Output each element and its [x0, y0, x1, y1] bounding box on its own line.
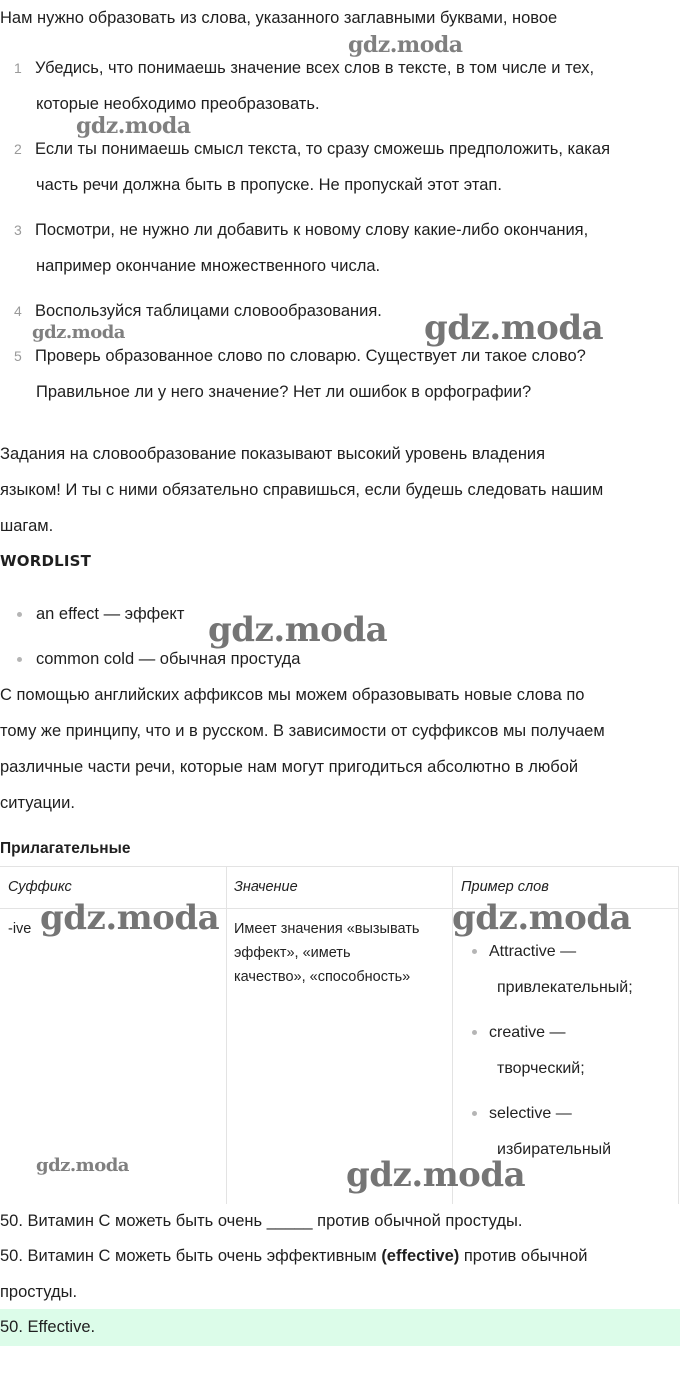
step-number: 2 — [14, 141, 22, 157]
watermark: gdz.moda — [348, 32, 463, 58]
table-header-examples: Пример слов — [461, 879, 549, 895]
table-header-meaning: Значение — [234, 879, 298, 895]
step-3 — [14, 212, 588, 248]
watermark: gdz.moda — [36, 1155, 129, 1176]
example-item: selective — — [472, 1096, 572, 1132]
answer-highlight — [0, 1309, 680, 1346]
meaning-line: качество», «способность» — [234, 969, 411, 985]
paragraph-line: С помощью английских аффиксов мы можем образовывать новые слова по — [0, 686, 585, 704]
example-item-translation: избирательный — [497, 1141, 612, 1158]
bullet-icon — [472, 949, 477, 954]
wordlist-item-text: common cold — обычная простуда — [36, 650, 301, 668]
exercise-filled-line-2: простуды. — [0, 1283, 78, 1301]
intro-text: Нам нужно образовать из слова, указанного заглавными буквами, новое — [0, 9, 558, 27]
watermark: gdz.moda — [346, 1155, 526, 1195]
exercise-question: 50. Витамин С можеть быть очень _____ против обычной простуды. — [0, 1212, 523, 1230]
step-1-line-2: которые необходимо преобразовать. — [36, 95, 320, 113]
exercise-key-word: (effective) — [381, 1247, 460, 1265]
table-cell-meaning — [234, 917, 419, 989]
wordlist-heading: WORDLIST — [0, 552, 92, 570]
example-item: creative — — [472, 1015, 565, 1051]
adjectives-heading: Прилагательные — [0, 840, 131, 857]
bullet-icon — [472, 1030, 477, 1035]
table-header-suffix: Суффикс — [8, 879, 72, 895]
example-item-translation: творческий; — [497, 1060, 585, 1077]
paragraph-line: языком! И ты с ними обязательно справишься, если будешь следовать нашим — [0, 481, 604, 499]
step-number: 1 — [14, 60, 22, 76]
exercise-filled: 50. Витамин С можеть быть очень эффективным (effective) против обычной — [0, 1247, 588, 1265]
meaning-line: эффект», «иметь — [234, 945, 351, 961]
paragraph-line: различные части речи, которые нам могут пригодиться абсолютно в любой — [0, 758, 579, 776]
step-2-line-2: часть речи должна быть в пропуске. Не пропускай этот этап. — [36, 176, 502, 194]
step-text: Проверь образованное слово по словарю. Существует ли такое слово? — [35, 347, 586, 365]
watermark: gdz.moda — [424, 308, 604, 348]
paragraph-line: тому же принципу, что и в русском. В зависимости от суффиксов мы получаем — [0, 722, 605, 740]
paragraph-line: шагам. — [0, 517, 54, 535]
watermark: gdz.moda — [452, 898, 632, 938]
step-number: 5 — [14, 348, 22, 364]
watermark: gdz.moda — [32, 322, 125, 343]
step-1 — [14, 50, 594, 86]
paragraph-line: Задания на словообразование показывают высокий уровень владения — [0, 445, 546, 463]
watermark: gdz.moda — [76, 113, 191, 139]
bullet-icon — [17, 612, 22, 617]
step-text: Посмотри, не нужно ли добавить к новому слову какие-либо окончания, — [35, 221, 589, 239]
bullet-icon — [17, 657, 22, 662]
step-text: Воспользуйся таблицами словообразования. — [35, 302, 382, 320]
step-3-line-2: например окончание множественного числа. — [36, 257, 381, 275]
wordlist-item — [17, 605, 184, 624]
table-cell-suffix: -ive — [8, 921, 32, 937]
wordlist-item-text: an effect — эффект — [36, 605, 185, 623]
example-item-translation: привлекательный; — [497, 979, 633, 996]
step-number: 3 — [14, 222, 22, 238]
step-5-line-2: Правильное ли у него значение? Нет ли ошибок в орфографии? — [36, 383, 532, 401]
step-number: 4 — [14, 303, 22, 319]
example-item: Attractive — — [472, 934, 576, 970]
step-text: Убедись, что понимаешь значение всех слов в тексте, в том числе и тех, — [35, 59, 595, 77]
bullet-icon — [472, 1111, 477, 1116]
paragraph-line: ситуации. — [0, 794, 75, 812]
watermark: gdz.moda — [208, 610, 388, 650]
meaning-line: Имеет значения «вызывать — [234, 921, 420, 937]
watermark: gdz.moda — [40, 898, 220, 938]
exercise-answer: 50. Effective. — [0, 1318, 96, 1336]
wordlist-item — [17, 650, 300, 669]
step-text: Если ты понимаешь смысл текста, то сразу сможешь предположить, какая — [35, 140, 611, 158]
